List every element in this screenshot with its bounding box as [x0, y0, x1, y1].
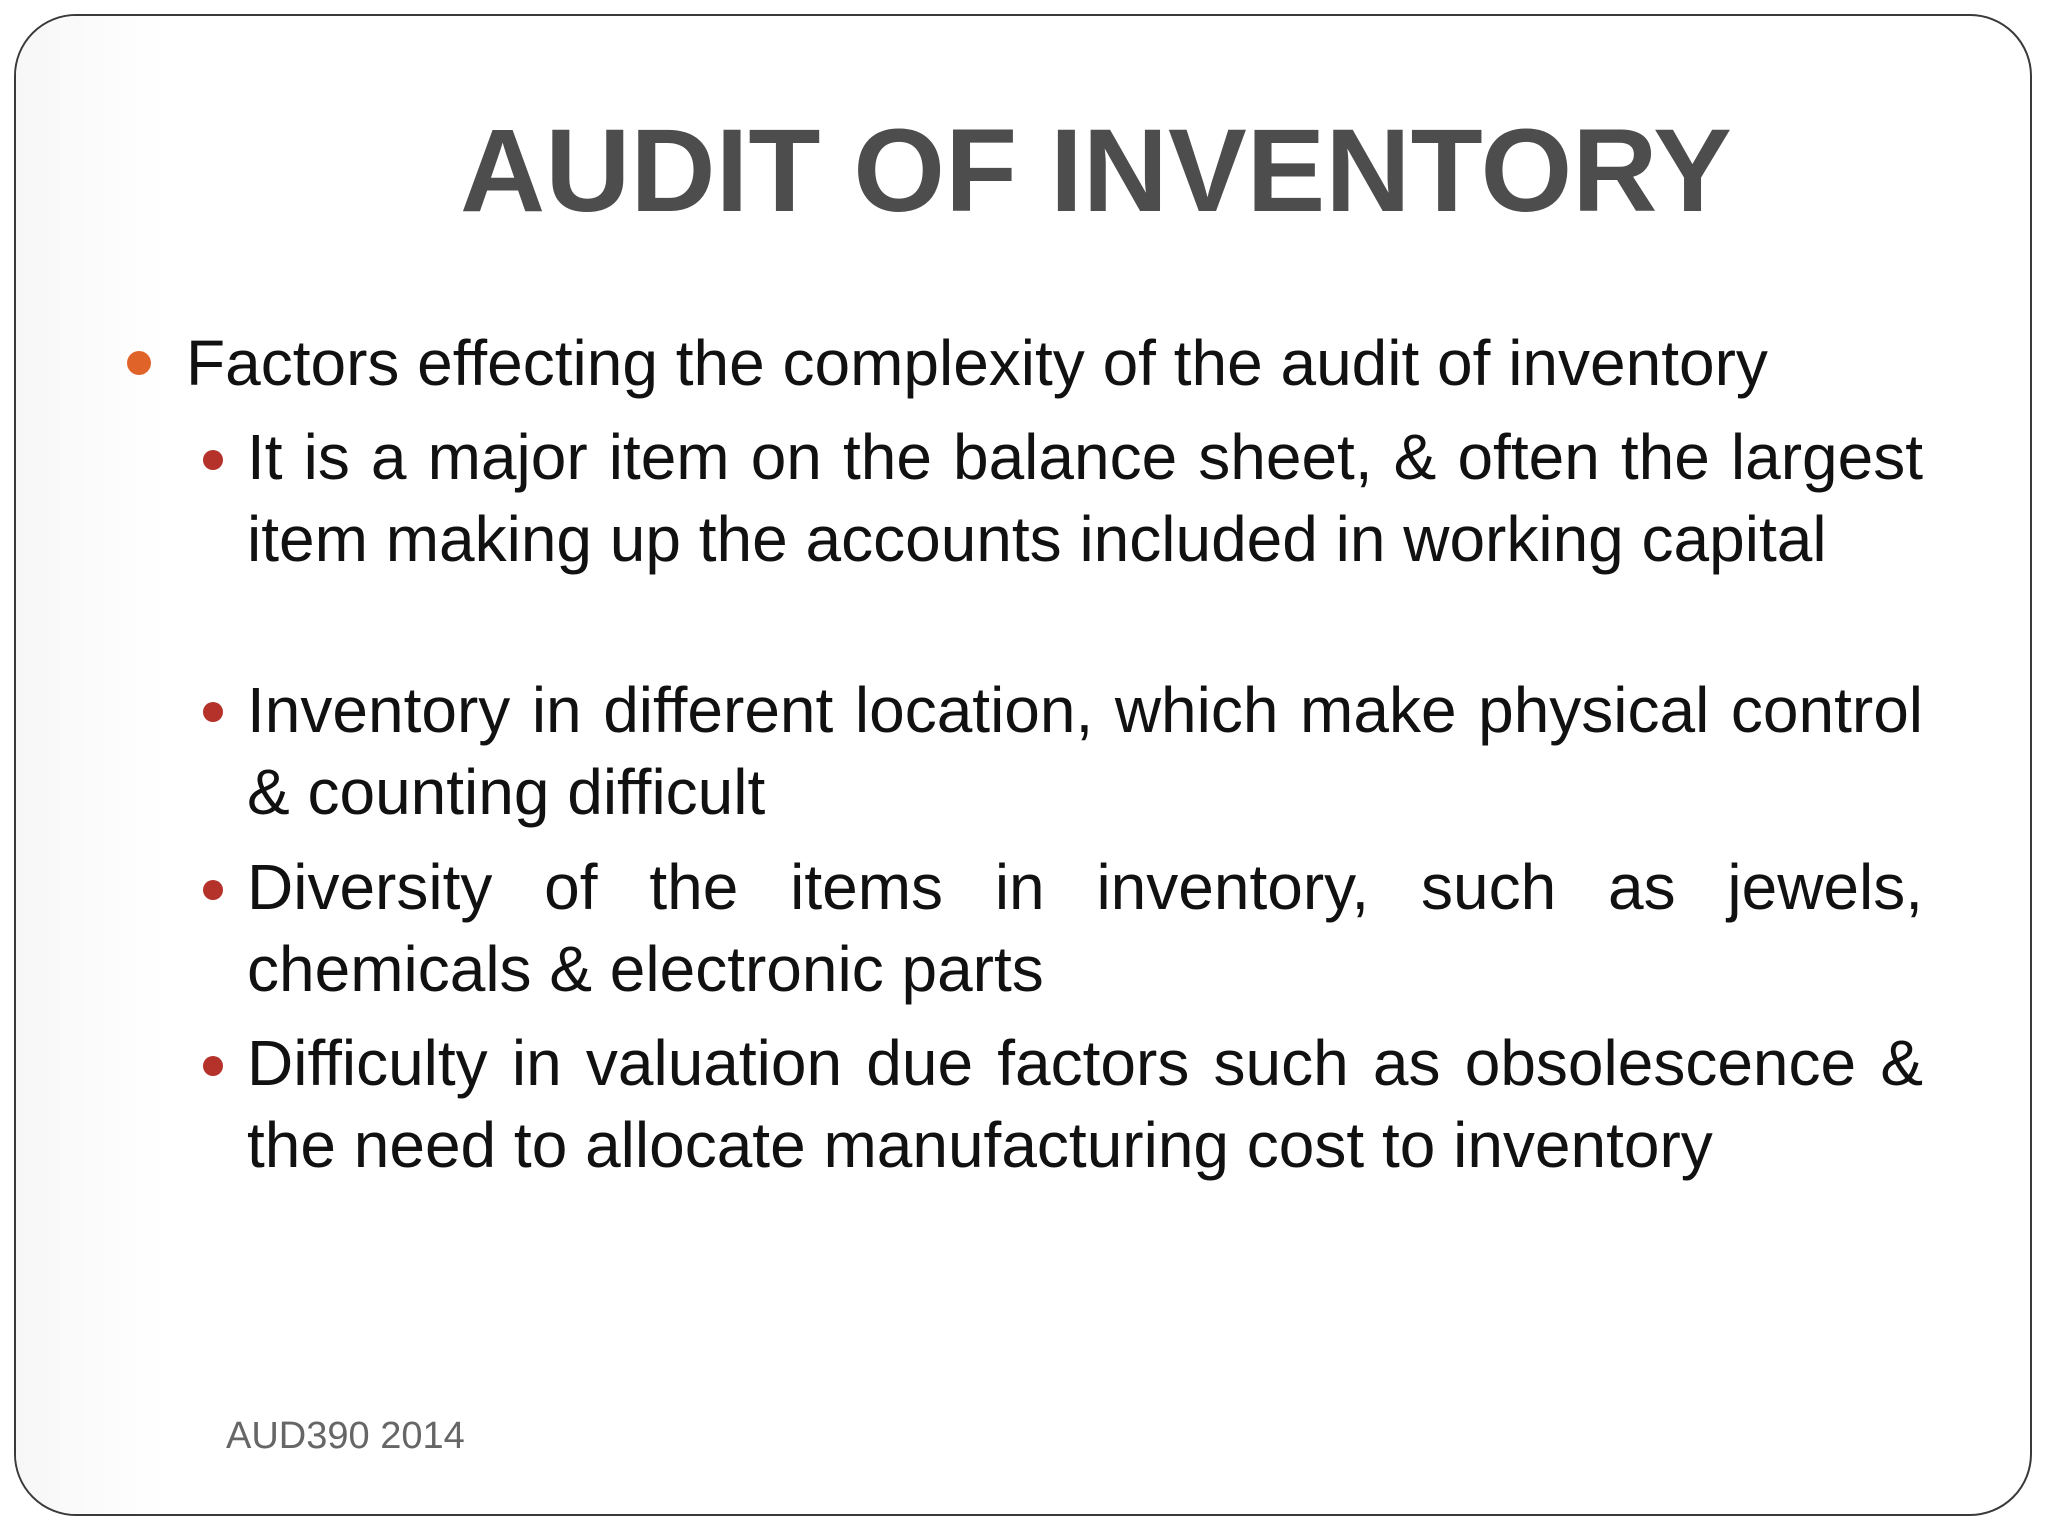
- sub-bullet-dot-icon: [203, 450, 223, 470]
- sub-bullet-text: Difficulty in valuation due factors such as obsolescence & the need to allocate manufacturing cost to inventory: [247, 1027, 1923, 1181]
- sub-bullet-text: Inventory in different location, which make physical control & counting difficult: [247, 674, 1923, 828]
- slide-footer: AUD390 2014: [226, 1415, 465, 1457]
- bullet-dot-icon: [127, 351, 151, 375]
- sub-bullet-dot-icon: [203, 1056, 223, 1076]
- sub-bullet-text: Diversity of the items in inventory, such as jewels, chemicals & electronic parts: [247, 851, 1923, 1005]
- sub-bullet-dot-icon: [203, 702, 223, 722]
- sub-bullet-dot-icon: [203, 880, 223, 900]
- slide-title: AUDIT OF INVENTORY: [460, 105, 1732, 237]
- sub-bullet-text: It is a major item on the balance sheet, & often the largest item making up the accounts included in working capital: [247, 421, 1923, 575]
- main-bullet-text: Factors effecting the complexity of the audit of inventory: [186, 327, 1768, 399]
- slide-background-shade: [16, 16, 166, 1514]
